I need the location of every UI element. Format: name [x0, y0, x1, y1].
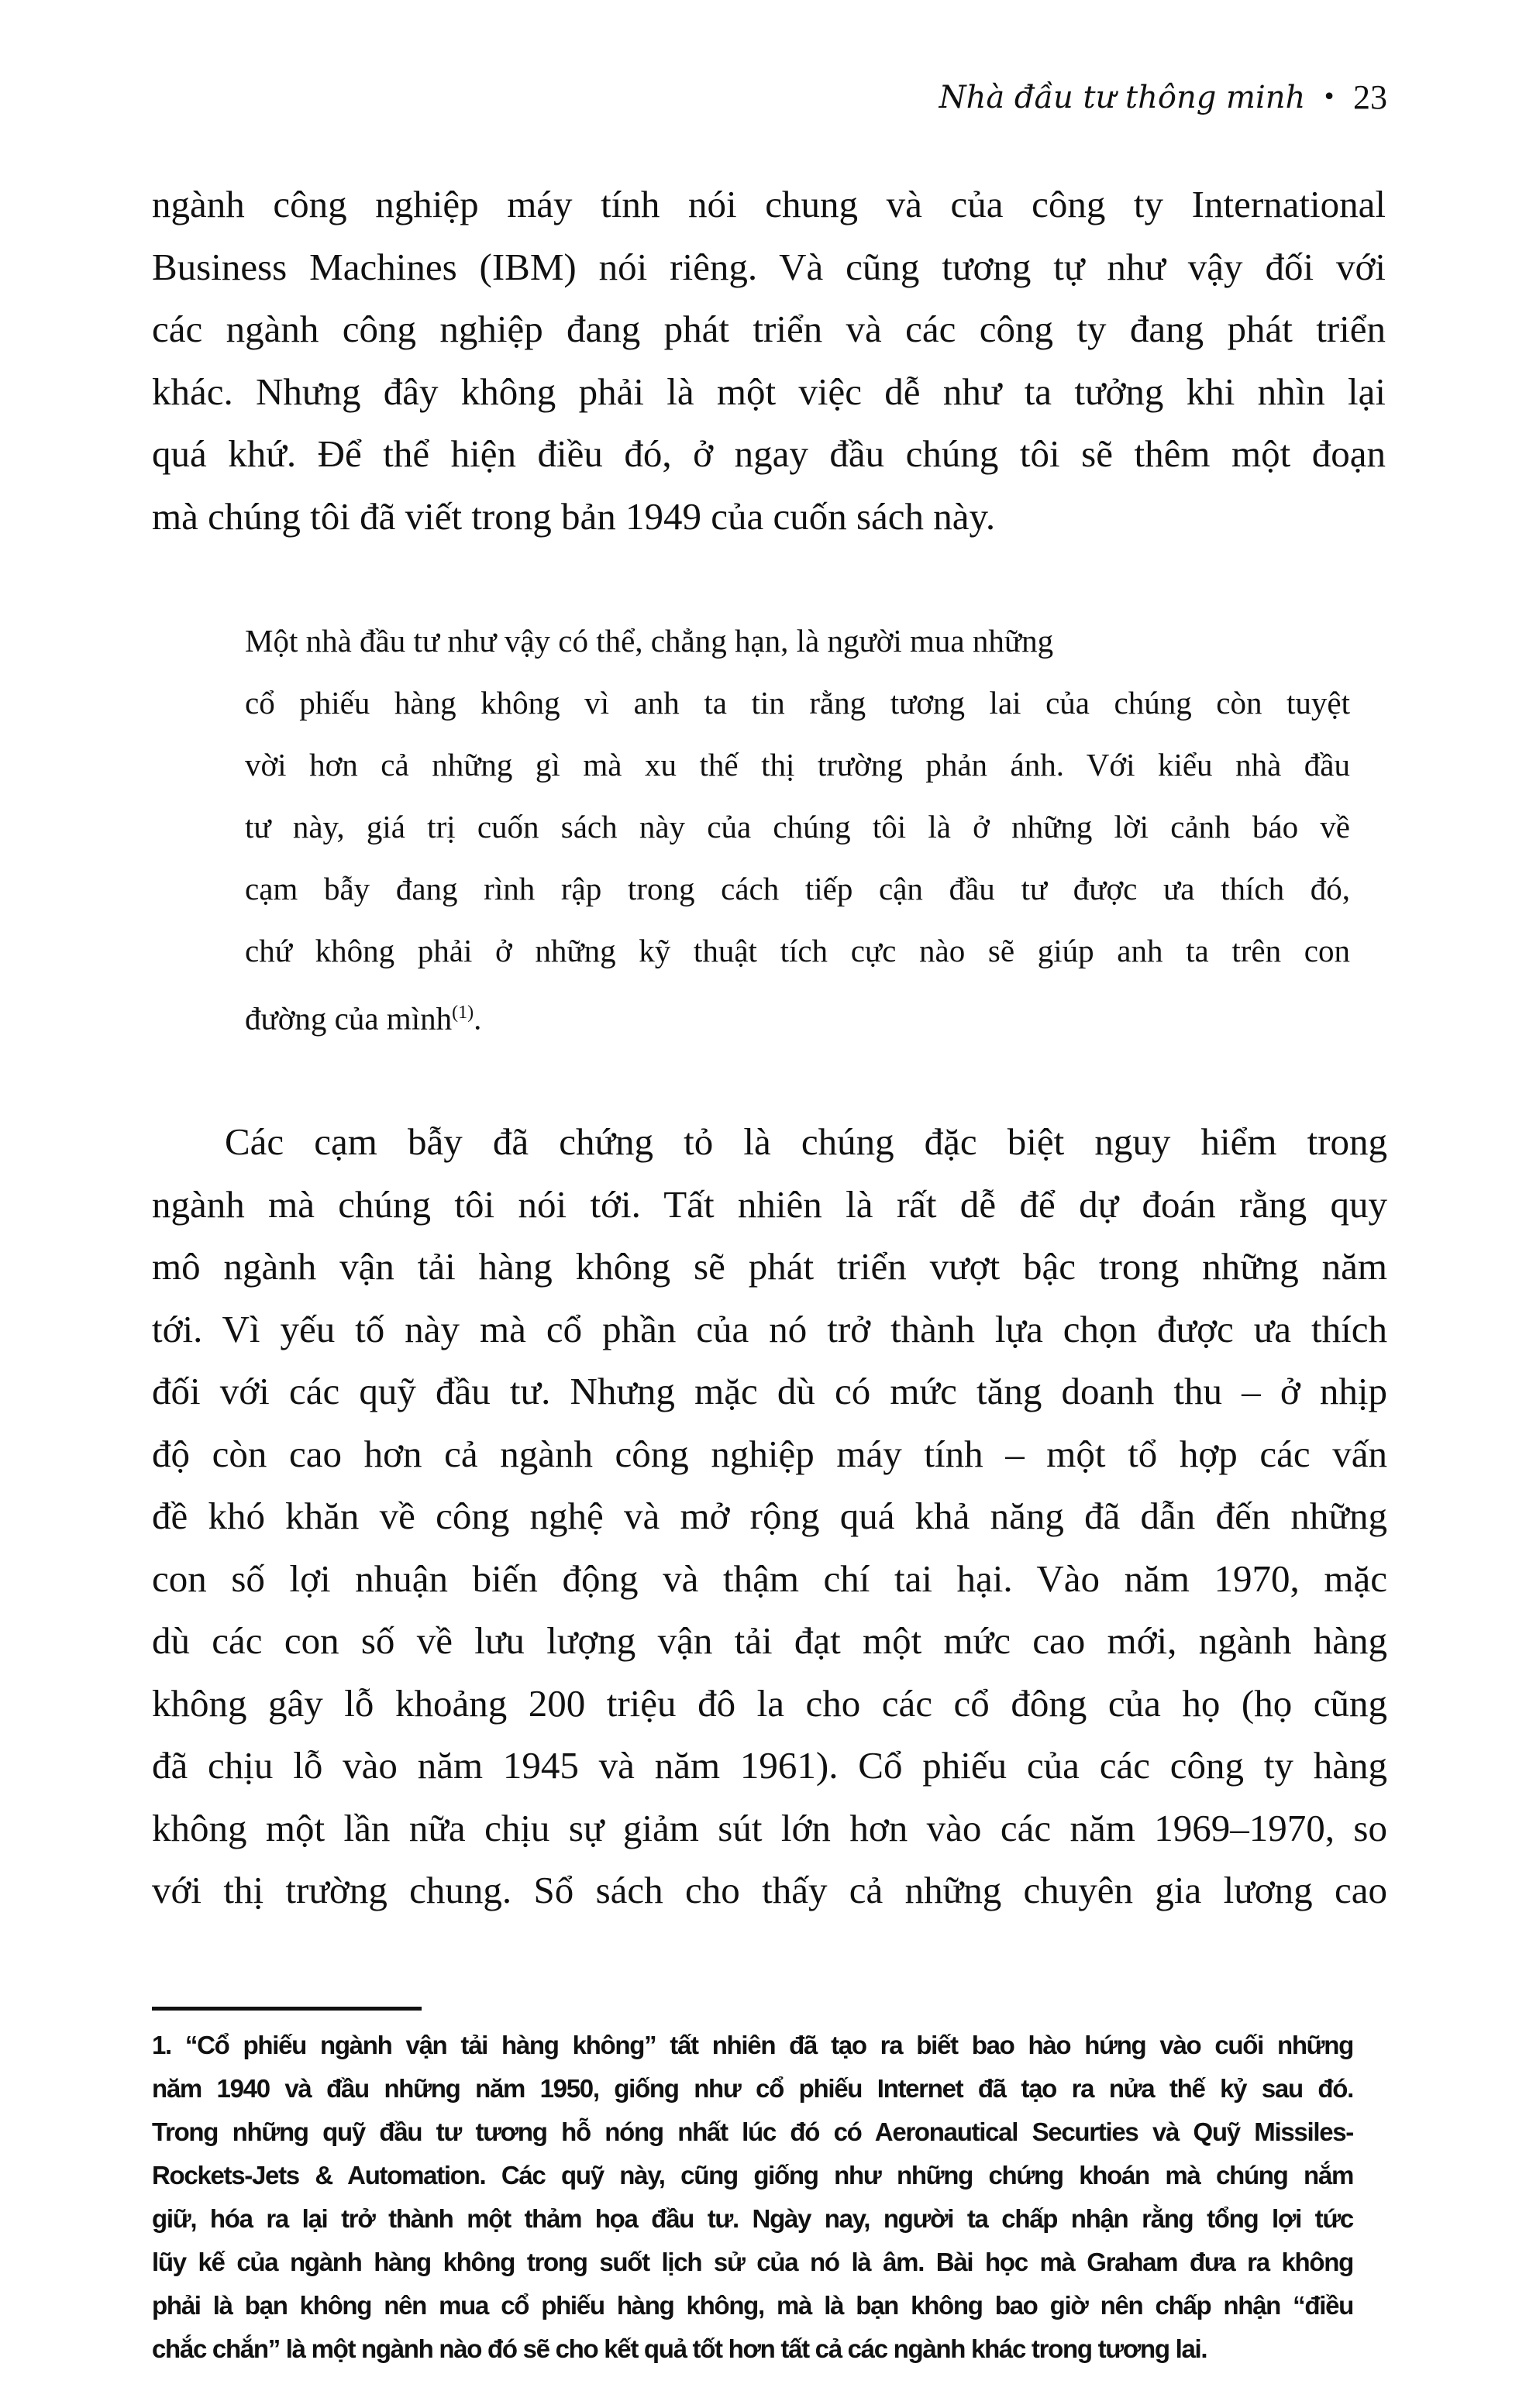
running-title: Nhà đầu tư thông minh: [939, 79, 1306, 115]
footnote-line: phải là bạn không nên mua cổ phiếu hàng không, mà là bạn không bao giờ nên chấp nhận “điều: [152, 2291, 1353, 2320]
text-line: ngành mà chúng tôi nói tới. Tất nhiên là rất dễ để dự đoán rằng quy: [152, 1182, 1387, 1226]
text-line: con số lợi nhuận biến động và thậm chí tai hại. Vào năm 1970, mặc: [152, 1557, 1387, 1600]
footnote-line: năm 1940 và đầu những năm 1950, giống như cổ phiếu Internet đã tạo ra nửa thế kỷ sau đó.: [152, 2074, 1353, 2103]
footnote-divider: [152, 2007, 422, 2011]
footnote-line: lũy kế của ngành hàng không trong suốt lịch sử của nó là âm. Bài học mà Graham đưa ra không: [152, 2248, 1353, 2276]
text-line: Các cạm bẫy đã chứng tỏ là chúng đặc biệt nguy hiểm trong: [225, 1120, 1387, 1163]
text-line: cạm bẫy đang rình rập trong cách tiếp cận đầu tư được ưa thích đó,: [245, 871, 1350, 906]
text-line: không gây lỗ khoảng 200 triệu đô la cho các cổ đông của họ (họ cũng: [152, 1681, 1387, 1725]
header-separator: •: [1322, 84, 1336, 111]
text-line: đã chịu lỗ vào năm 1945 và năm 1961). Cổ phiếu của các công ty hàng: [152, 1744, 1387, 1787]
text-line: Business Machines (IBM) nói riêng. Và cũng tương tự như vậy đối với: [152, 245, 1386, 288]
quote-end-punct: .: [474, 1000, 482, 1037]
text-line: vời hơn cả những gì mà xu thế thị trường phản ánh. Với kiểu nhà đầu: [245, 747, 1350, 783]
paragraph-1: [152, 174, 1386, 548]
footnote-line: Trong những quỹ đầu tư tương hỗ nóng nhất lúc đó có Aeronautical Securties và Quỹ Missiles-: [152, 2117, 1353, 2146]
quote-last-line: đường của mình: [245, 1000, 453, 1037]
footnote-line: 1. “Cổ phiếu ngành vận tải hàng không” tất nhiên đã tạo ra biết bao hào hứng vào cuối những: [152, 2031, 1353, 2059]
block-quote: [245, 610, 1350, 1050]
text-line: các ngành công nghiệp đang phát triển và các công ty đang phát triển: [152, 308, 1386, 350]
footnote: [152, 2024, 1353, 2371]
text-line: đối với các quỹ đầu tư. Nhưng mặc dù có mức tăng doanh thu – ở nhịp: [152, 1370, 1387, 1412]
paragraph-2: [152, 1111, 1387, 1922]
footnote-line: giữ, hóa ra lại trở thành một thảm họa đầu tư. Ngày nay, người ta chấp nhận rằng tổng lợi tức: [152, 2204, 1353, 2233]
footnote-line: Rockets-Jets & Automation. Các quỹ này, cũng giống như những chứng khoán mà chúng nắm: [152, 2161, 1353, 2190]
text-line: khác. Nhưng đây không phải là một việc dễ như ta tưởng khi nhìn lại: [152, 370, 1386, 413]
text-line: quá khứ. Để thể hiện điều đó, ở ngay đầu chúng tôi sẽ thêm một đoạn: [152, 432, 1386, 475]
text-line: đề khó khăn về công nghệ và mở rộng quá khả năng đã dẫn đến những: [152, 1495, 1387, 1537]
text-line: mô ngành vận tải hàng không sẽ phát triển vượt bậc trong những năm: [152, 1245, 1387, 1288]
text-line: độ còn cao hơn cả ngành công nghiệp máy tính – một tổ hợp các vấn: [152, 1432, 1387, 1475]
text-line: không một lần nữa chịu sự giảm sút lớn hơn vào các năm 1969–1970, so: [152, 1806, 1387, 1849]
text-line: cổ phiếu hàng không vì anh ta tin rằng tương lai của chúng còn tuyệt: [245, 685, 1350, 721]
page-number: 23: [1353, 78, 1387, 116]
footnote-line: chắc chắn” là một ngành nào đó sẽ cho kết quả tốt hơn tất cả các ngành khác trong tương lai.: [152, 2334, 1207, 2363]
running-header: [939, 77, 1387, 117]
text-line: mà chúng tôi đã viết trong bản 1949 của cuốn sách này.: [152, 494, 996, 538]
text-line: ngành công nghiệp máy tính nói chung và của công ty International: [152, 183, 1386, 225]
footnote-reference[interactable]: (1): [452, 1003, 474, 1023]
text-line: Một nhà đầu tư như vậy có thể, chẳng hạn, là người mua những: [245, 623, 1054, 659]
text-line: tư này, giá trị cuốn sách này của chúng tôi là ở những lời cảnh báo về: [245, 809, 1350, 845]
text-line: chứ không phải ở những kỹ thuật tích cực nào sẽ giúp anh ta trên con: [245, 933, 1350, 968]
text-line: với thị trường chung. Sổ sách cho thấy cả những chuyên gia lương cao: [152, 1869, 1387, 1911]
text-line: dù các con số về lưu lượng vận tải đạt một mức cao mới, ngành hàng: [152, 1619, 1387, 1662]
text-line: tới. Vì yếu tố này mà cổ phần của nó trở thành lựa chọn được ưa thích: [152, 1307, 1387, 1350]
text-line: [245, 982, 1350, 1050]
